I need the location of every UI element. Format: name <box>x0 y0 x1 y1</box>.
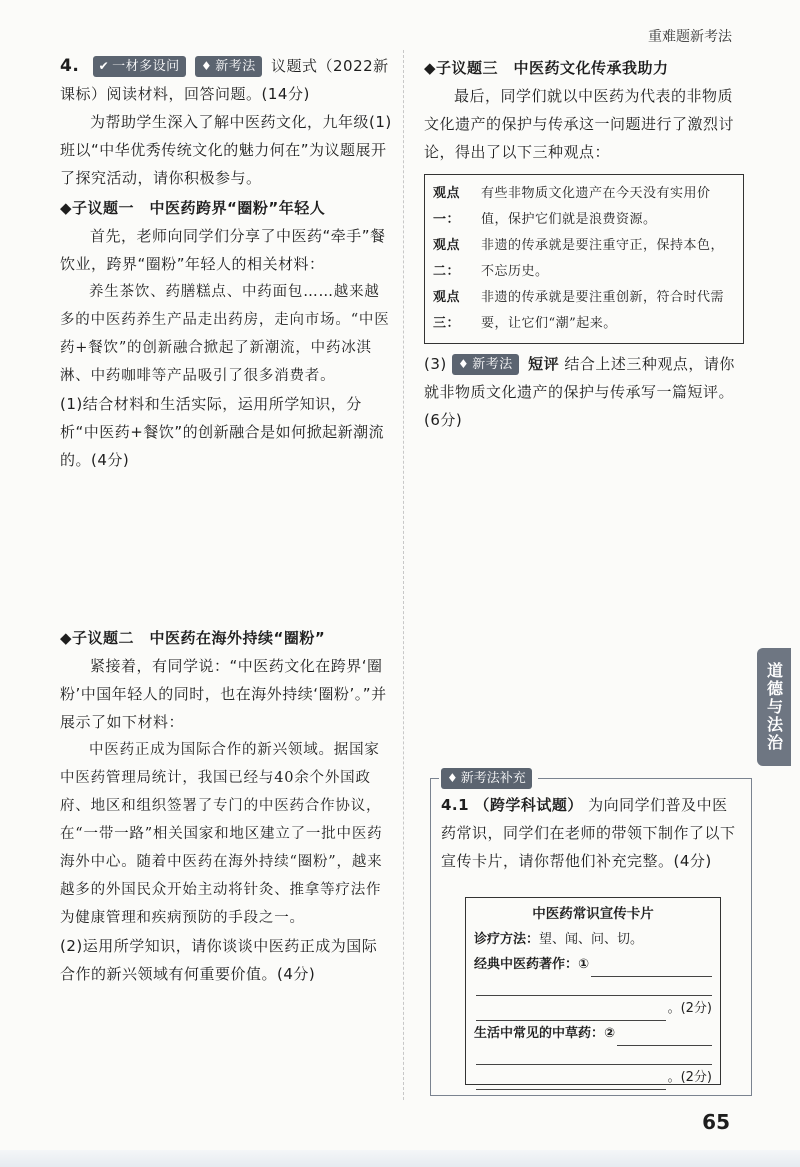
card-classics-line-3 <box>474 996 712 1021</box>
section-header: 重难题新考法 <box>648 29 732 45</box>
supplement-content <box>441 791 737 875</box>
tag-one-material: ✔ 一材多设问 <box>93 56 186 77</box>
sub-question-2: (2)运用所学知识，请你谈谈中医药正成为国际合作的新兴领域有何重要价值。(4分) <box>60 937 378 983</box>
tag-new-method: ♦ 新考法 <box>195 56 262 77</box>
subtopic-3-title: ◆子议题三 中医药文化传承我助力 <box>424 59 669 77</box>
promo-card <box>465 897 721 1085</box>
subtopic-1-lead: 首先，老师向同学们分享了中医药“牵手”餐饮业，跨界“圈粉”年轻人的相关材料： <box>60 227 386 273</box>
subtopic-1-material: 养生茶饮、药膳糕点、中药面包……越来越多的中医药养生产品走出药房，走向市场。“中医药+餐饮”的创新融合掀起了新潮流，中药冰淇淋、中药咖啡等产品吸引了很多消费者。 <box>60 284 390 384</box>
supplement-stem: 为向同学们普及中医药常识，同学们在老师的带领下制作了以下宣传卡片，请你帮他们补充完整。(4分) <box>441 796 736 870</box>
score-2: 。(2分) <box>667 1070 712 1085</box>
card-herbs-line-3 <box>474 1065 712 1090</box>
answer-blank-2b[interactable] <box>476 1046 712 1065</box>
subtopic-2-lead: 紧接着，有同学说：“中医药文化在跨界‘圈粉’中国年轻人的同时，也在海外持续‘圈粉’。”并展示了如下材料： <box>60 657 387 731</box>
supplement-question <box>441 791 737 875</box>
subtopic-2-title: ◆子议题二 中医药在海外持续“圈粉” <box>60 629 326 647</box>
supplement-box <box>430 771 752 1096</box>
answer-blank-1b[interactable] <box>476 977 712 996</box>
left-column <box>60 52 392 988</box>
tag-new-method: ♦ 新考法 <box>452 354 519 375</box>
subtopic-1-title: ◆子议题一 中医药跨界“圈粉”年轻人 <box>60 199 326 217</box>
herbs-label: 生活中常见的中草药：② <box>474 1026 616 1041</box>
question-intro: 为帮助学生深入了解中医药文化，九年级(1)班以“中华优秀传统文化的魅力何在”为议题展开了探究活动，请你积极参与。 <box>60 113 392 187</box>
answer-blank-1c[interactable] <box>476 1002 666 1021</box>
viewpoint-label: 观点三： <box>433 290 461 331</box>
answer-space-1[interactable] <box>60 474 392 622</box>
question-number: 4. <box>60 56 80 76</box>
lightbulb-icon: ♦ <box>458 357 470 371</box>
viewpoint-text: 非遗的传承就是要注重创新，符合时代需要，让它们“潮”起来。 <box>481 290 725 331</box>
question-type: 短评 <box>528 355 560 373</box>
viewpoint-1 <box>433 181 735 233</box>
score-1: 。(2分) <box>667 1001 712 1016</box>
answer-blank-2[interactable] <box>617 1027 712 1046</box>
viewpoint-text: 有些非物质文化遗产在今天没有实用价值，保护它们就是浪费资源。 <box>481 186 711 227</box>
sub-question-3: (3) ♦ 新考法 短评 结合上述三种观点，请你就非物质文化遗产的保护与传承写一篇短评。(6分) <box>424 355 735 429</box>
card-herbs-line <box>474 1021 712 1046</box>
page-number: 65 <box>702 1110 730 1134</box>
question-stem: 议题式（2022新课标）阅读材料，回答问题。(14分) <box>60 57 389 103</box>
method-value: 望、闻、问、切。 <box>539 932 644 947</box>
card-herbs-line-2 <box>474 1046 712 1065</box>
viewpoints-box <box>424 174 744 344</box>
classics-label: 经典中医药著作：① <box>474 957 590 972</box>
viewpoint-label: 观点一： <box>433 186 461 227</box>
check-icon: ✔ <box>98 59 110 73</box>
subtopic-3-lead: 最后，同学们就以中医药为代表的非物质文化遗产的保护与传承这一问题进行了激烈讨论，得出了以下三种观点： <box>424 87 735 161</box>
lightbulb-icon: ♦ <box>200 59 213 73</box>
sub-question-3-text: 结合上述三种观点，请你就非物质文化遗产的保护与传承写一篇短评。(6分) <box>424 355 735 429</box>
page-bottom-edge <box>0 1150 800 1167</box>
answer-blank-2c[interactable] <box>476 1071 666 1090</box>
sub-question-1: (1)结合材料和生活实际，运用所学知识，分析“中医药+餐饮”的创新融合是如何掀起新潮流的。(4分) <box>60 395 385 469</box>
card-method-line <box>474 927 712 952</box>
card-title: 中医药常识宣传卡片 <box>532 906 654 922</box>
answer-blank-1[interactable] <box>591 958 712 977</box>
viewpoint-3 <box>433 285 735 337</box>
viewpoint-2 <box>433 233 735 285</box>
subject-side-tab[interactable]: 道德与法治 <box>757 648 791 766</box>
supplement-number: 4.1 <box>441 796 470 814</box>
supplement-type: （跨学科试题） <box>474 796 583 814</box>
viewpoint-text: 非遗的传承就是要注重守正，保持本色，不忘历史。 <box>481 238 725 279</box>
supplement-tag-wrap <box>439 768 538 789</box>
card-classics-line-2 <box>474 977 712 996</box>
lightbulb-icon: ♦ <box>447 771 458 785</box>
viewpoint-label: 观点二： <box>433 238 461 279</box>
subtopic-2-material: 中医药正成为国际合作的新兴领域。据国家中医药管理局统计，我国已经与40余个外国政府、地区和组织签署了专门的中医药合作协议，在“一带一路”相关国家和地区建立了一批中医药海外中心。随着中医药在海外持续“圈粉”，越来越多的外国民众开始主动将针灸、推拿等疗法作为健康管理和疾病预防的手段之一。 <box>60 742 383 926</box>
column-divider <box>403 50 404 1100</box>
card-classics-line <box>474 952 712 977</box>
method-label: 诊疗方法： <box>474 932 540 947</box>
right-column <box>424 52 744 434</box>
tag-supplement: ♦ 新考法补充 <box>441 768 532 789</box>
question-stem-line <box>60 52 392 108</box>
